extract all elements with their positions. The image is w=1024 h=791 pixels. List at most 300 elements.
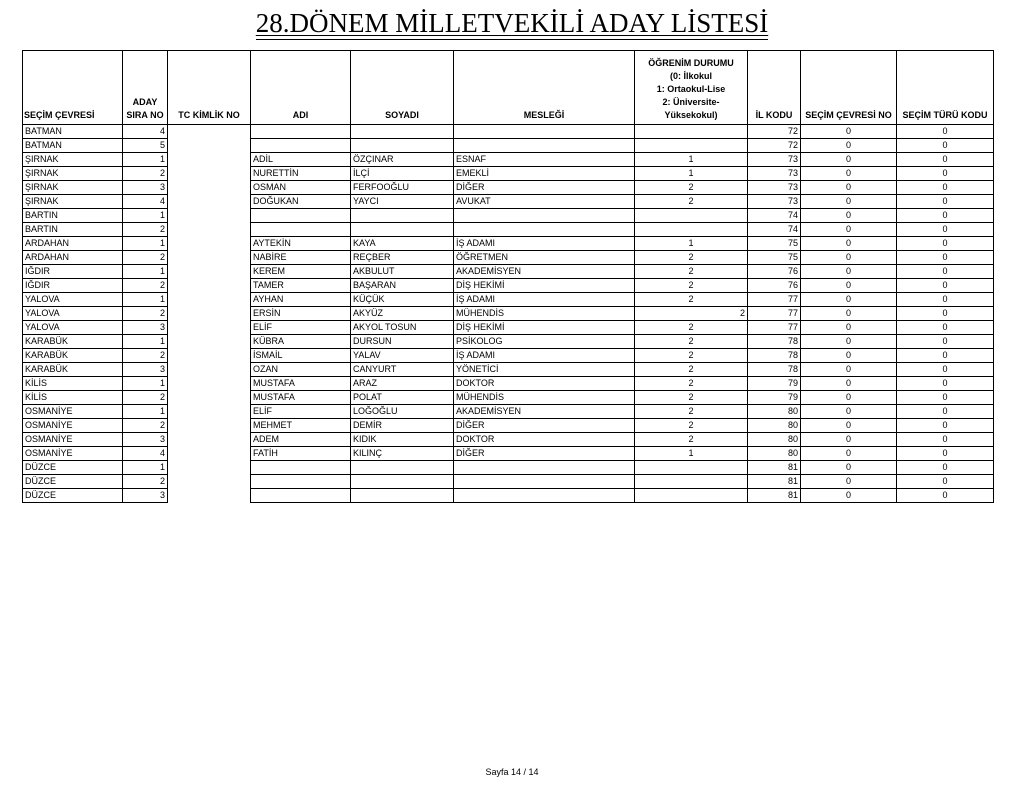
cell-tc-kimlik-no xyxy=(168,349,251,363)
cell-adi xyxy=(251,461,351,475)
cell-ogrenim-durumu: 2 xyxy=(635,349,748,363)
cell-secim-cevresi: KARABÜK xyxy=(23,335,123,349)
cell-aday-sira-no: 3 xyxy=(123,489,168,503)
cell-soyadi: İLÇİ xyxy=(351,167,454,181)
cell-meslegi: DİĞER xyxy=(454,181,635,195)
cell-adi: AYHAN xyxy=(251,293,351,307)
cell-meslegi: DİŞ HEKİMİ xyxy=(454,279,635,293)
table-row xyxy=(23,321,994,335)
cell-meslegi: DOKTOR xyxy=(454,377,635,391)
cell-il-kodu: 79 xyxy=(748,391,801,405)
cell-secim-cevresi: ŞIRNAK xyxy=(23,167,123,181)
cell-ogrenim-durumu: 2 xyxy=(635,405,748,419)
cell-secim-cevresi: IĞDIR xyxy=(23,265,123,279)
cell-aday-sira-no: 1 xyxy=(123,293,168,307)
cell-meslegi xyxy=(454,475,635,489)
cell-secim-turu-kodu: 0 xyxy=(897,279,994,293)
cell-soyadi: POLAT xyxy=(351,391,454,405)
cell-adi xyxy=(251,125,351,139)
cell-secim-turu-kodu: 0 xyxy=(897,419,994,433)
cell-il-kodu: 73 xyxy=(748,195,801,209)
cell-adi xyxy=(251,209,351,223)
table-row xyxy=(23,475,994,489)
cell-il-kodu: 76 xyxy=(748,265,801,279)
cell-secim-cevresi: OSMANİYE xyxy=(23,433,123,447)
cell-adi: NABİRE xyxy=(251,251,351,265)
cell-adi: İSMAİL xyxy=(251,349,351,363)
cell-ogrenim-durumu: 2 xyxy=(635,279,748,293)
table-row xyxy=(23,349,994,363)
cell-secim-cevresi: ŞIRNAK xyxy=(23,181,123,195)
cell-adi xyxy=(251,489,351,503)
cell-tc-kimlik-no xyxy=(168,363,251,377)
cell-meslegi xyxy=(454,139,635,153)
cell-adi: KEREM xyxy=(251,265,351,279)
cell-secim-cevresi-no: 0 xyxy=(801,405,897,419)
cell-secim-cevresi-no: 0 xyxy=(801,265,897,279)
cell-secim-turu-kodu: 0 xyxy=(897,447,994,461)
cell-secim-cevresi: OSMANİYE xyxy=(23,405,123,419)
cell-secim-cevresi-no: 0 xyxy=(801,209,897,223)
cell-tc-kimlik-no xyxy=(168,293,251,307)
cell-secim-turu-kodu: 0 xyxy=(897,265,994,279)
table-row xyxy=(23,251,994,265)
cell-meslegi: ESNAF xyxy=(454,153,635,167)
cell-aday-sira-no: 1 xyxy=(123,335,168,349)
cell-tc-kimlik-no xyxy=(168,447,251,461)
cell-aday-sira-no: 2 xyxy=(123,419,168,433)
cell-secim-turu-kodu: 0 xyxy=(897,377,994,391)
table-row xyxy=(23,489,994,503)
table-row xyxy=(23,195,994,209)
table-row xyxy=(23,167,994,181)
cell-tc-kimlik-no xyxy=(168,405,251,419)
cell-il-kodu: 73 xyxy=(748,167,801,181)
cell-ogrenim-durumu: 2 xyxy=(635,377,748,391)
cell-ogrenim-durumu: 2 xyxy=(635,321,748,335)
cell-adi: OZAN xyxy=(251,363,351,377)
cell-il-kodu: 75 xyxy=(748,251,801,265)
cell-meslegi: DİĞER xyxy=(454,447,635,461)
cell-meslegi: İŞ ADAMI xyxy=(454,293,635,307)
cell-secim-turu-kodu: 0 xyxy=(897,237,994,251)
cell-il-kodu: 81 xyxy=(748,475,801,489)
cell-secim-turu-kodu: 0 xyxy=(897,195,994,209)
cell-meslegi: MÜHENDİS xyxy=(454,391,635,405)
cell-secim-turu-kodu: 0 xyxy=(897,293,994,307)
cell-soyadi xyxy=(351,475,454,489)
cell-aday-sira-no: 3 xyxy=(123,363,168,377)
cell-secim-turu-kodu: 0 xyxy=(897,167,994,181)
cell-tc-kimlik-no xyxy=(168,181,251,195)
cell-soyadi xyxy=(351,489,454,503)
cell-tc-kimlik-no xyxy=(168,377,251,391)
cell-aday-sira-no: 1 xyxy=(123,209,168,223)
cell-secim-cevresi: DÜZCE xyxy=(23,475,123,489)
cell-secim-cevresi-no: 0 xyxy=(801,237,897,251)
cell-secim-cevresi: ŞIRNAK xyxy=(23,153,123,167)
cell-tc-kimlik-no xyxy=(168,489,251,503)
cell-secim-cevresi-no: 0 xyxy=(801,475,897,489)
cell-meslegi xyxy=(454,125,635,139)
header-secim-turu-kodu: SEÇİM TÜRÜ KODU xyxy=(897,51,994,125)
cell-soyadi: KÜÇÜK xyxy=(351,293,454,307)
cell-secim-cevresi-no: 0 xyxy=(801,167,897,181)
cell-aday-sira-no: 4 xyxy=(123,195,168,209)
cell-secim-cevresi-no: 0 xyxy=(801,377,897,391)
cell-aday-sira-no: 2 xyxy=(123,391,168,405)
cell-soyadi: ÖZÇINAR xyxy=(351,153,454,167)
cell-secim-cevresi-no: 0 xyxy=(801,447,897,461)
cell-soyadi xyxy=(351,209,454,223)
cell-adi: ADİL xyxy=(251,153,351,167)
cell-adi xyxy=(251,139,351,153)
cell-ogrenim-durumu xyxy=(635,223,748,237)
cell-soyadi: BAŞARAN xyxy=(351,279,454,293)
cell-aday-sira-no: 3 xyxy=(123,181,168,195)
cell-secim-turu-kodu: 0 xyxy=(897,391,994,405)
cell-meslegi: DİŞ HEKİMİ xyxy=(454,321,635,335)
header-secim-cevresi: SEÇİM ÇEVRESİ xyxy=(23,51,123,125)
cell-meslegi: İŞ ADAMI xyxy=(454,349,635,363)
cell-secim-turu-kodu: 0 xyxy=(897,461,994,475)
cell-tc-kimlik-no xyxy=(168,391,251,405)
cell-ogrenim-durumu: 1 xyxy=(635,447,748,461)
cell-il-kodu: 77 xyxy=(748,307,801,321)
cell-adi: MEHMET xyxy=(251,419,351,433)
cell-soyadi: KAYA xyxy=(351,237,454,251)
page-title-text: 28.DÖNEM MİLLETVEKİLİ ADAY LİSTESİ xyxy=(255,8,769,38)
cell-secim-turu-kodu: 0 xyxy=(897,307,994,321)
cell-il-kodu: 74 xyxy=(748,223,801,237)
table-row xyxy=(23,307,994,321)
cell-soyadi: DEMİR xyxy=(351,419,454,433)
table-row xyxy=(23,433,994,447)
cell-il-kodu: 78 xyxy=(748,335,801,349)
cell-secim-cevresi-no: 0 xyxy=(801,489,897,503)
cell-aday-sira-no: 1 xyxy=(123,237,168,251)
cell-ogrenim-durumu: 2 xyxy=(635,391,748,405)
cell-il-kodu: 80 xyxy=(748,433,801,447)
cell-aday-sira-no: 1 xyxy=(123,153,168,167)
cell-tc-kimlik-no xyxy=(168,265,251,279)
cell-adi xyxy=(251,223,351,237)
cell-secim-cevresi: BATMAN xyxy=(23,125,123,139)
cell-adi: MUSTAFA xyxy=(251,377,351,391)
cell-secim-cevresi: YALOVA xyxy=(23,321,123,335)
cell-ogrenim-durumu xyxy=(635,461,748,475)
cell-adi: NURETTİN xyxy=(251,167,351,181)
cell-il-kodu: 78 xyxy=(748,363,801,377)
cell-secim-cevresi-no: 0 xyxy=(801,153,897,167)
cell-il-kodu: 80 xyxy=(748,447,801,461)
cell-tc-kimlik-no xyxy=(168,475,251,489)
cell-soyadi: DURSUN xyxy=(351,335,454,349)
cell-il-kodu: 81 xyxy=(748,461,801,475)
cell-secim-turu-kodu: 0 xyxy=(897,209,994,223)
cell-adi: DOĞUKAN xyxy=(251,195,351,209)
cell-secim-cevresi: BATMAN xyxy=(23,139,123,153)
table-row xyxy=(23,405,994,419)
cell-secim-cevresi-no: 0 xyxy=(801,251,897,265)
cell-meslegi xyxy=(454,223,635,237)
cell-il-kodu: 80 xyxy=(748,405,801,419)
cell-secim-cevresi-no: 0 xyxy=(801,433,897,447)
cell-secim-turu-kodu: 0 xyxy=(897,125,994,139)
cell-adi: ELİF xyxy=(251,321,351,335)
cell-secim-turu-kodu: 0 xyxy=(897,139,994,153)
cell-secim-cevresi: ARDAHAN xyxy=(23,237,123,251)
cell-soyadi: FERFOOĞLU xyxy=(351,181,454,195)
cell-secim-cevresi: YALOVA xyxy=(23,307,123,321)
cell-meslegi: DOKTOR xyxy=(454,433,635,447)
cell-secim-turu-kodu: 0 xyxy=(897,321,994,335)
cell-tc-kimlik-no xyxy=(168,125,251,139)
cell-tc-kimlik-no xyxy=(168,167,251,181)
header-ogrenim-durumu: ÖĞRENİM DURUMU (0: İlkokul 1: Ortaokul-Lise 2: Üniversite- Yüksekokul) xyxy=(635,51,748,125)
cell-il-kodu: 72 xyxy=(748,125,801,139)
cell-il-kodu: 75 xyxy=(748,237,801,251)
cell-il-kodu: 73 xyxy=(748,181,801,195)
cell-soyadi xyxy=(351,461,454,475)
cell-soyadi: AKBULUT xyxy=(351,265,454,279)
cell-soyadi xyxy=(351,139,454,153)
table-row xyxy=(23,391,994,405)
table-row xyxy=(23,279,994,293)
cell-tc-kimlik-no xyxy=(168,419,251,433)
table-header-row xyxy=(23,51,994,125)
cell-ogrenim-durumu: 2 xyxy=(635,335,748,349)
table-row xyxy=(23,419,994,433)
cell-secim-turu-kodu: 0 xyxy=(897,475,994,489)
table-row xyxy=(23,293,994,307)
cell-soyadi: KILINÇ xyxy=(351,447,454,461)
cell-secim-cevresi: KARABÜK xyxy=(23,363,123,377)
cell-il-kodu: 72 xyxy=(748,139,801,153)
cell-ogrenim-durumu: 2 xyxy=(635,307,748,321)
cell-il-kodu: 77 xyxy=(748,321,801,335)
cell-meslegi: AVUKAT xyxy=(454,195,635,209)
cell-meslegi: AKADEMİSYEN xyxy=(454,405,635,419)
cell-secim-cevresi-no: 0 xyxy=(801,125,897,139)
table-row xyxy=(23,461,994,475)
cell-tc-kimlik-no xyxy=(168,335,251,349)
cell-soyadi: ARAZ xyxy=(351,377,454,391)
table-row xyxy=(23,265,994,279)
cell-secim-cevresi-no: 0 xyxy=(801,321,897,335)
cell-il-kodu: 76 xyxy=(748,279,801,293)
cell-aday-sira-no: 3 xyxy=(123,321,168,335)
cell-secim-cevresi-no: 0 xyxy=(801,461,897,475)
cell-aday-sira-no: 2 xyxy=(123,251,168,265)
header-tc-kimlik-no: TC KİMLİK NO xyxy=(168,51,251,125)
cell-il-kodu: 74 xyxy=(748,209,801,223)
cell-adi: FATİH xyxy=(251,447,351,461)
cell-tc-kimlik-no xyxy=(168,433,251,447)
cell-secim-turu-kodu: 0 xyxy=(897,363,994,377)
cell-meslegi: YÖNETİCİ xyxy=(454,363,635,377)
cell-meslegi: AKADEMİSYEN xyxy=(454,265,635,279)
cell-secim-cevresi: KİLİS xyxy=(23,377,123,391)
cell-tc-kimlik-no xyxy=(168,307,251,321)
cell-secim-cevresi-no: 0 xyxy=(801,307,897,321)
cell-soyadi: REÇBER xyxy=(351,251,454,265)
cell-secim-cevresi: IĞDIR xyxy=(23,279,123,293)
table-row xyxy=(23,363,994,377)
cell-aday-sira-no: 2 xyxy=(123,349,168,363)
cell-il-kodu: 73 xyxy=(748,153,801,167)
cell-aday-sira-no: 4 xyxy=(123,125,168,139)
cell-secim-cevresi-no: 0 xyxy=(801,391,897,405)
cell-secim-cevresi-no: 0 xyxy=(801,363,897,377)
cell-il-kodu: 77 xyxy=(748,293,801,307)
cell-soyadi: AKYOL TOSUN xyxy=(351,321,454,335)
cell-adi: OSMAN xyxy=(251,181,351,195)
cell-tc-kimlik-no xyxy=(168,195,251,209)
cell-secim-cevresi: ARDAHAN xyxy=(23,251,123,265)
cell-meslegi: MÜHENDİS xyxy=(454,307,635,321)
candidate-table xyxy=(22,50,994,503)
table-row xyxy=(23,223,994,237)
cell-soyadi: LOĞOĞLU xyxy=(351,405,454,419)
cell-secim-cevresi: BARTIN xyxy=(23,223,123,237)
cell-ogrenim-durumu: 1 xyxy=(635,237,748,251)
cell-secim-cevresi: DÜZCE xyxy=(23,461,123,475)
cell-meslegi xyxy=(454,461,635,475)
cell-aday-sira-no: 2 xyxy=(123,475,168,489)
cell-aday-sira-no: 2 xyxy=(123,279,168,293)
page-title xyxy=(0,8,1024,39)
table-row xyxy=(23,139,994,153)
cell-secim-turu-kodu: 0 xyxy=(897,153,994,167)
cell-aday-sira-no: 4 xyxy=(123,447,168,461)
cell-ogrenim-durumu xyxy=(635,475,748,489)
cell-aday-sira-no: 1 xyxy=(123,405,168,419)
cell-ogrenim-durumu xyxy=(635,489,748,503)
cell-ogrenim-durumu: 2 xyxy=(635,195,748,209)
table-row xyxy=(23,335,994,349)
cell-aday-sira-no: 3 xyxy=(123,433,168,447)
header-adi: ADI xyxy=(251,51,351,125)
cell-aday-sira-no: 1 xyxy=(123,461,168,475)
table-row xyxy=(23,153,994,167)
cell-il-kodu: 80 xyxy=(748,419,801,433)
cell-secim-turu-kodu: 0 xyxy=(897,335,994,349)
cell-tc-kimlik-no xyxy=(168,251,251,265)
header-secim-cevresi-no: SEÇİM ÇEVRESİ NO xyxy=(801,51,897,125)
cell-tc-kimlik-no xyxy=(168,209,251,223)
cell-secim-cevresi: ŞIRNAK xyxy=(23,195,123,209)
cell-meslegi: İŞ ADAMI xyxy=(454,237,635,251)
cell-secim-turu-kodu: 0 xyxy=(897,181,994,195)
header-aday-sira-no: ADAY SIRA NO xyxy=(123,51,168,125)
cell-il-kodu: 79 xyxy=(748,377,801,391)
cell-ogrenim-durumu: 1 xyxy=(635,153,748,167)
cell-ogrenim-durumu: 2 xyxy=(635,363,748,377)
cell-tc-kimlik-no xyxy=(168,279,251,293)
cell-soyadi: KIDIK xyxy=(351,433,454,447)
header-soyadi: SOYADI xyxy=(351,51,454,125)
cell-meslegi xyxy=(454,489,635,503)
cell-secim-cevresi-no: 0 xyxy=(801,223,897,237)
cell-secim-turu-kodu: 0 xyxy=(897,349,994,363)
cell-ogrenim-durumu: 2 xyxy=(635,251,748,265)
cell-adi: TAMER xyxy=(251,279,351,293)
cell-secim-turu-kodu: 0 xyxy=(897,405,994,419)
cell-ogrenim-durumu xyxy=(635,209,748,223)
table-row xyxy=(23,181,994,195)
cell-adi: ERSİN xyxy=(251,307,351,321)
cell-tc-kimlik-no xyxy=(168,461,251,475)
cell-tc-kimlik-no xyxy=(168,139,251,153)
cell-tc-kimlik-no xyxy=(168,153,251,167)
cell-aday-sira-no: 5 xyxy=(123,139,168,153)
table-row xyxy=(23,125,994,139)
cell-secim-cevresi-no: 0 xyxy=(801,195,897,209)
cell-ogrenim-durumu: 2 xyxy=(635,293,748,307)
cell-adi: KÜBRA xyxy=(251,335,351,349)
cell-soyadi xyxy=(351,125,454,139)
cell-aday-sira-no: 1 xyxy=(123,377,168,391)
table-row xyxy=(23,447,994,461)
cell-adi: MUSTAFA xyxy=(251,391,351,405)
cell-ogrenim-durumu: 2 xyxy=(635,265,748,279)
cell-aday-sira-no: 2 xyxy=(123,167,168,181)
cell-meslegi: EMEKLİ xyxy=(454,167,635,181)
header-il-kodu: İL KODU xyxy=(748,51,801,125)
cell-secim-cevresi-no: 0 xyxy=(801,335,897,349)
cell-secim-cevresi: OSMANİYE xyxy=(23,419,123,433)
cell-meslegi: DİĞER xyxy=(454,419,635,433)
cell-secim-cevresi: KARABÜK xyxy=(23,349,123,363)
cell-secim-cevresi-no: 0 xyxy=(801,293,897,307)
cell-secim-turu-kodu: 0 xyxy=(897,489,994,503)
cell-adi xyxy=(251,475,351,489)
cell-secim-cevresi: YALOVA xyxy=(23,293,123,307)
cell-secim-cevresi-no: 0 xyxy=(801,419,897,433)
cell-adi: ADEM xyxy=(251,433,351,447)
cell-aday-sira-no: 2 xyxy=(123,223,168,237)
cell-tc-kimlik-no xyxy=(168,321,251,335)
cell-meslegi xyxy=(454,209,635,223)
table-row xyxy=(23,377,994,391)
cell-secim-cevresi-no: 0 xyxy=(801,279,897,293)
cell-soyadi: YAYCI xyxy=(351,195,454,209)
cell-secim-cevresi-no: 0 xyxy=(801,181,897,195)
cell-secim-cevresi: DÜZCE xyxy=(23,489,123,503)
cell-secim-turu-kodu: 0 xyxy=(897,251,994,265)
cell-ogrenim-durumu: 2 xyxy=(635,433,748,447)
cell-aday-sira-no: 2 xyxy=(123,307,168,321)
cell-adi: AYTEKİN xyxy=(251,237,351,251)
cell-ogrenim-durumu: 2 xyxy=(635,181,748,195)
cell-secim-turu-kodu: 0 xyxy=(897,223,994,237)
cell-tc-kimlik-no xyxy=(168,223,251,237)
cell-soyadi: AKYÜZ xyxy=(351,307,454,321)
cell-aday-sira-no: 1 xyxy=(123,265,168,279)
cell-secim-cevresi-no: 0 xyxy=(801,139,897,153)
cell-tc-kimlik-no xyxy=(168,237,251,251)
table-row xyxy=(23,209,994,223)
cell-secim-turu-kodu: 0 xyxy=(897,433,994,447)
cell-secim-cevresi: BARTIN xyxy=(23,209,123,223)
cell-secim-cevresi: KİLİS xyxy=(23,391,123,405)
cell-ogrenim-durumu xyxy=(635,139,748,153)
cell-il-kodu: 81 xyxy=(748,489,801,503)
cell-il-kodu: 78 xyxy=(748,349,801,363)
cell-meslegi: PSİKOLOG xyxy=(454,335,635,349)
cell-secim-cevresi: OSMANİYE xyxy=(23,447,123,461)
